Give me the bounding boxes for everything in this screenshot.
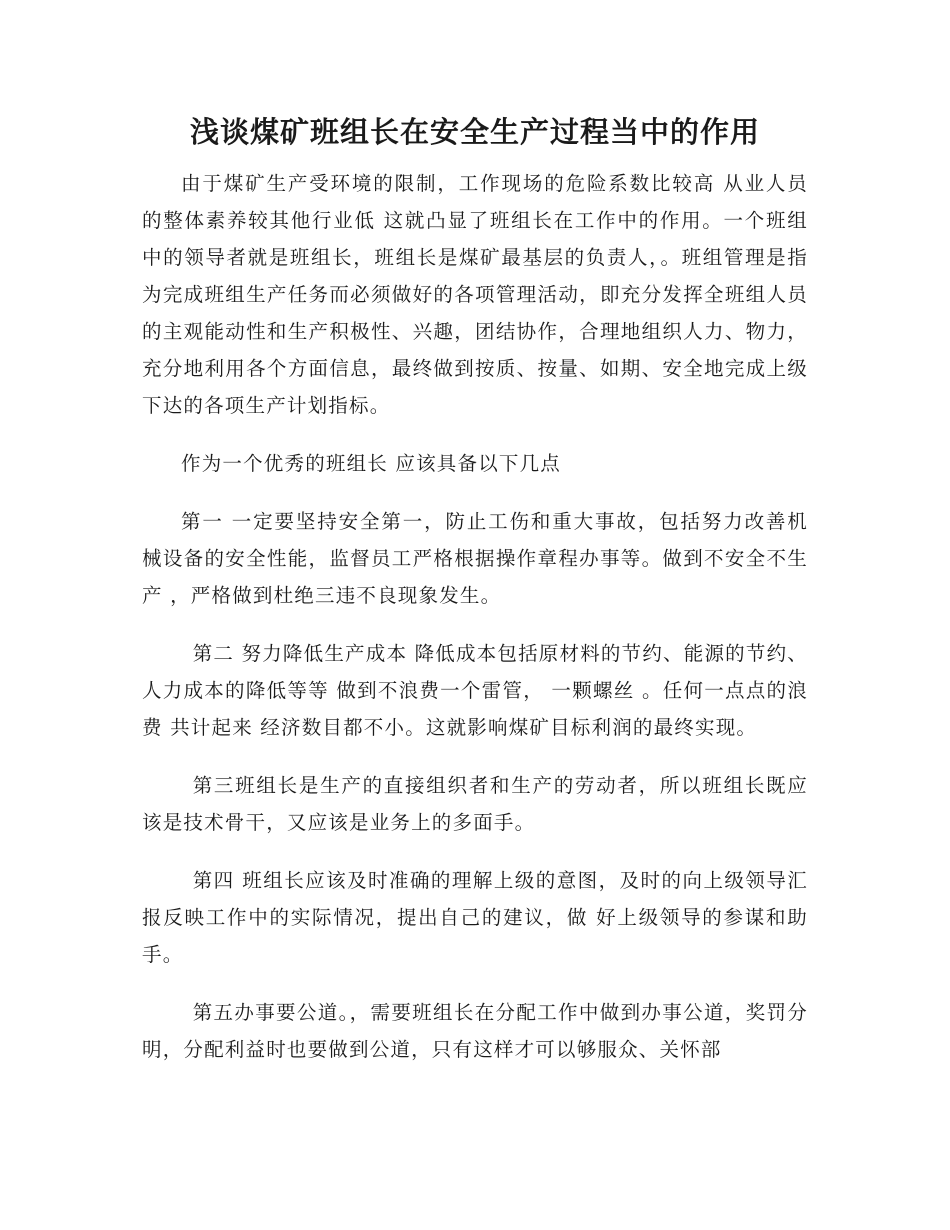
document-body [142,165,808,1089]
paragraph-point-5: 第五办事要公道。，需要班组长在分配工作中做到办事公道，奖罚分明，分配利益时也要做到公道，只有这样才可以够服众、关怀部 [142,1001,808,1061]
paragraph-point-3: 第三班组长是生产的直接组织者和生产的劳动者，所以班组长既应该是技术骨干，又应该是业务上的多面手。 [142,774,808,834]
paragraph-point-2: 第二 努力降低生产成本 降低成本包括原材料的节约、能源的节约、人力成本的降低等等 做到不浪费一个雷管， 一颗螺丝 。任何一点点的浪费 共计起来 经济数目都不小。这就影响煤矿目标利润的最终实现。 [142,642,808,739]
paragraph-intro: 由于煤矿生产受环境的限制，工作现场的危险系数比较高 从业人员的整体素养较其他行业低 这就凸显了班组长在工作中的作用。一个班组中的领导者就是班组长，班组长是煤矿最基层的负责人，。班组管理是指为完成班组生产任务而必须做好的各项管理活动，即充分发挥全班组人员的主观能动性和生产积极性、兴趣，团结协作，合理地组织人力、物力，充分地利用各个方面信息，最终做到按质、按量、如期、安全地完成上级下达的各项生产计划指标。 [142,172,808,417]
paragraph-point-1: 第一 一定要坚持安全第一，防止工伤和重大事故，包括努力改善机械设备的安全性能，监督员工严格根据操作章程办事等。做到不安全不生产 ，严格做到杜绝三违不良现象发生。 [142,510,808,607]
paragraph-point-4: 第四 班组长应该及时准确的理解上级的意图，及时的向上级领导汇报反映工作中的实际情况，提出自己的建议，做 好上级领导的参谋和助手。 [142,869,808,966]
paragraph-lead-in: 作为一个优秀的班组长 应该具备以下几点 [181,452,561,475]
document-title: 浅谈煤矿班组长在安全生产过程当中的作用 [189,115,760,149]
